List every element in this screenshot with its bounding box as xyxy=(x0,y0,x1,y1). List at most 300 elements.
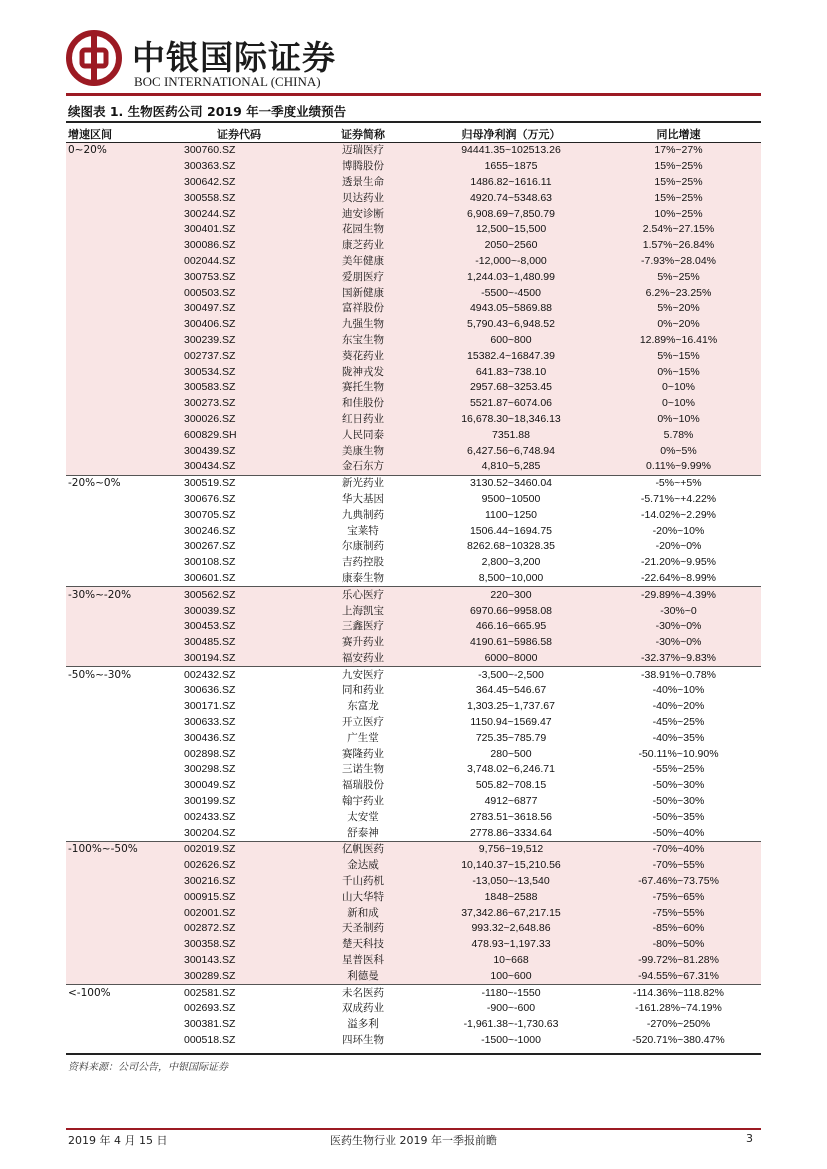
empty-cell xyxy=(66,507,178,523)
stock-name-cell: 赛升药业 xyxy=(300,635,426,651)
table-row xyxy=(66,762,761,778)
stock-code-cell: 300753.SZ xyxy=(178,269,300,285)
yoy-growth-cell: -40%~10% xyxy=(652,684,705,697)
stock-name-cell: 陇神戎发 xyxy=(300,364,426,380)
yoy-growth-cell: -38.91%~0.78% xyxy=(596,667,761,683)
growth-range-cell: <-100% xyxy=(66,985,178,1001)
net-profit-cell: 6,908.69~7,850.79 xyxy=(426,206,596,222)
stock-code-cell: 300244.SZ xyxy=(178,206,300,222)
stock-code-cell: 300562.SZ xyxy=(178,587,300,603)
stock-code-cell: 300497.SZ xyxy=(178,301,300,317)
empty-cell xyxy=(66,285,178,301)
net-profit-cell: 10,140.37~15,210.56 xyxy=(426,858,596,874)
net-profit-cell: 12,500~15,500 xyxy=(426,222,596,238)
yoy-growth-cell: -29.89%~4.39% xyxy=(596,587,761,603)
net-profit-cell: 505.82~708.15 xyxy=(475,779,547,792)
yoy-growth-cell: -20%~10% xyxy=(652,524,705,537)
yoy-growth-cell: 17%~27% xyxy=(596,143,761,159)
yoy-growth-cell: 0%~10% xyxy=(596,412,761,428)
stock-code-cell: 300633.SZ xyxy=(184,716,236,729)
stock-code-cell: 300267.SZ xyxy=(184,540,236,553)
net-profit-cell: 1,303.25~1,737.67 xyxy=(467,700,555,713)
net-profit-cell: 2957.68~3253.45 xyxy=(426,380,596,396)
empty-cell xyxy=(66,269,178,285)
net-profit-cell: 1506.44~1694.75 xyxy=(469,524,553,537)
earnings-forecast-table xyxy=(66,125,761,1048)
yoy-growth-cell: 0%~5% xyxy=(596,443,761,459)
stock-name-cell: 福安药业 xyxy=(300,651,426,667)
net-profit-cell: 1655~1875 xyxy=(426,159,596,175)
empty-cell xyxy=(66,380,178,396)
stock-name-cell: 花园生物 xyxy=(300,222,426,238)
table-row xyxy=(66,953,761,969)
net-profit-cell: 1848~2588 xyxy=(426,889,596,905)
net-profit-cell: 9,756~19,512 xyxy=(426,842,596,858)
stock-code-cell: 002737.SZ xyxy=(178,348,300,364)
empty-cell xyxy=(66,571,178,587)
stock-code-cell: 300239.SZ xyxy=(178,333,300,349)
stock-code-cell: 300436.SZ xyxy=(184,731,236,744)
table-row xyxy=(66,459,761,475)
net-profit-cell: 4,810~5,285 xyxy=(426,459,596,475)
table-row xyxy=(66,301,761,317)
net-profit-cell: 3,748.02~6,246.71 xyxy=(467,763,555,776)
empty-cell xyxy=(66,937,178,953)
net-profit-cell: 478.93~1,197.33 xyxy=(426,937,596,953)
yoy-growth-cell: -20%~0% xyxy=(655,540,702,553)
net-profit-cell: -1,961.38~-1,730.63 xyxy=(463,1018,559,1031)
yoy-growth-cell: -80%~50% xyxy=(596,937,761,953)
net-profit-cell: 8,500~10,000 xyxy=(478,571,544,584)
yoy-growth-cell: -85%~60% xyxy=(596,921,761,937)
stock-code-cell: 300381.SZ xyxy=(184,1018,236,1031)
yoy-growth-cell: -32.37%~9.83% xyxy=(596,651,761,667)
stock-name-cell: 迈瑞医疗 xyxy=(300,143,426,159)
stock-code-cell: 000915.SZ xyxy=(178,889,300,905)
stock-name-cell: 溢多利 xyxy=(347,1018,379,1031)
stock-name-cell: 金达威 xyxy=(300,858,426,874)
net-profit-cell: 725.35~785.79 xyxy=(475,731,547,744)
net-profit-cell: 466.16~665.95 xyxy=(426,619,596,635)
net-profit-cell: -5500~-4500 xyxy=(426,285,596,301)
net-profit-cell: 3130.52~3460.04 xyxy=(426,475,596,491)
yoy-growth-cell: -14.02%~2.29% xyxy=(640,508,716,521)
stock-code-cell: 300760.SZ xyxy=(178,143,300,159)
table-row xyxy=(66,190,761,206)
yoy-growth-cell: -94.55%~67.31% xyxy=(596,968,761,984)
stock-code-cell: 300363.SZ xyxy=(178,159,300,175)
empty-cell xyxy=(66,427,178,443)
net-profit-cell: 1100~1250 xyxy=(484,508,538,521)
empty-cell xyxy=(66,1001,178,1017)
stock-name-cell: 九安医疗 xyxy=(300,667,426,683)
stock-name-cell: 贝达药业 xyxy=(300,190,426,206)
empty-cell xyxy=(66,396,178,412)
yoy-growth-cell: -30%~0% xyxy=(596,635,761,651)
yoy-growth-cell: -99.72%~81.28% xyxy=(596,953,761,969)
table-row xyxy=(66,905,761,921)
empty-cell xyxy=(66,825,178,841)
net-profit-cell: 4920.74~5348.63 xyxy=(426,190,596,206)
yoy-growth-cell: 2.54%~27.15% xyxy=(596,222,761,238)
table-row xyxy=(66,396,761,412)
growth-range-cell: 0~20% xyxy=(66,143,178,159)
table-row xyxy=(66,603,761,619)
table-row xyxy=(66,364,761,380)
table-row xyxy=(66,683,761,699)
yoy-growth-cell: -75%~65% xyxy=(596,889,761,905)
stock-name-cell: 和佳股份 xyxy=(300,396,426,412)
yoy-growth-cell: -5.71%~+4.22% xyxy=(640,492,717,505)
yoy-growth-cell: -70%~40% xyxy=(596,842,761,858)
stock-name-cell: 吉药控股 xyxy=(342,556,384,569)
stock-code-cell: 300401.SZ xyxy=(178,222,300,238)
stock-code-cell: 000518.SZ xyxy=(184,1034,236,1047)
table-row xyxy=(66,571,761,587)
stock-name-cell: 未名医药 xyxy=(300,985,426,1001)
stock-code-cell: 300289.SZ xyxy=(178,968,300,984)
table-row xyxy=(66,269,761,285)
column-header: 证券简称 xyxy=(300,125,426,143)
yoy-growth-cell: -70%~55% xyxy=(596,858,761,874)
table-row xyxy=(66,285,761,301)
net-profit-cell: 993.32~2,648.86 xyxy=(426,921,596,937)
empty-cell xyxy=(66,968,178,984)
net-profit-cell: 2,800~3,200 xyxy=(481,556,541,569)
net-profit-cell: 9500~10500 xyxy=(481,492,541,505)
yoy-growth-cell: 0.11%~9.99% xyxy=(596,459,761,475)
table-title: 续图表 1. 生物医药公司 2019 年一季度业绩预告 xyxy=(68,104,347,119)
empty-cell xyxy=(66,254,178,270)
footer-date: 2019 年 4 月 15 日 xyxy=(68,1134,168,1147)
column-header: 同比增速 xyxy=(596,125,761,143)
net-profit-cell: 15382.4~16847.39 xyxy=(426,348,596,364)
growth-range-cell: -30%~-20% xyxy=(66,587,178,603)
stock-name-cell: 爱朋医疗 xyxy=(300,269,426,285)
yoy-growth-cell: 10%~25% xyxy=(596,206,761,222)
stock-name-cell: 东宝生物 xyxy=(300,333,426,349)
empty-cell xyxy=(66,539,178,555)
empty-cell xyxy=(66,333,178,349)
empty-cell xyxy=(66,746,178,762)
net-profit-cell: 6970.66~9958.08 xyxy=(426,603,596,619)
stock-code-cell: 002001.SZ xyxy=(178,905,300,921)
yoy-growth-cell: -21.20%~9.95% xyxy=(640,556,716,569)
yoy-growth-cell: -114.36%~118.82% xyxy=(596,985,761,1001)
yoy-growth-cell: -22.64%~8.99% xyxy=(640,571,716,584)
empty-cell xyxy=(66,715,178,731)
empty-cell xyxy=(66,1033,178,1049)
stock-code-cell: 300453.SZ xyxy=(178,619,300,635)
stock-name-cell: 翰宇药业 xyxy=(342,795,384,808)
stock-code-cell: 002044.SZ xyxy=(178,254,300,270)
footer-divider xyxy=(66,1128,761,1130)
stock-code-cell: 300194.SZ xyxy=(178,651,300,667)
table-row xyxy=(66,809,761,825)
stock-name-cell: 太安堂 xyxy=(347,810,379,823)
table-row xyxy=(66,651,761,667)
net-profit-cell: 1,244.03~1,480.99 xyxy=(426,269,596,285)
stock-name-cell: 新光药业 xyxy=(300,475,426,491)
net-profit-cell: 1486.82~1616.11 xyxy=(426,175,596,191)
stock-code-cell: 002433.SZ xyxy=(184,810,236,823)
stock-code-cell: 300108.SZ xyxy=(184,556,236,569)
yoy-growth-cell: -50%~30% xyxy=(652,779,705,792)
table-row xyxy=(66,1017,761,1033)
empty-cell xyxy=(66,523,178,539)
yoy-growth-cell: 5%~15% xyxy=(596,348,761,364)
stock-name-cell: 博腾股份 xyxy=(300,159,426,175)
table-row xyxy=(66,842,761,858)
yoy-growth-cell: -55%~25% xyxy=(652,763,705,776)
empty-cell xyxy=(66,730,178,746)
empty-cell xyxy=(66,348,178,364)
stock-name-cell: 东富龙 xyxy=(347,700,379,713)
stock-name-cell: 山大华特 xyxy=(300,889,426,905)
table-row xyxy=(66,968,761,984)
stock-name-cell: 同和药业 xyxy=(342,684,384,697)
empty-cell xyxy=(66,794,178,810)
net-profit-cell: 100~600 xyxy=(426,968,596,984)
empty-cell xyxy=(66,953,178,969)
table-row xyxy=(66,858,761,874)
stock-code-cell: 300358.SZ xyxy=(178,937,300,953)
net-profit-cell: 6000~8000 xyxy=(426,651,596,667)
empty-cell xyxy=(66,238,178,254)
net-profit-cell: 16,678.30~18,346.13 xyxy=(426,412,596,428)
stock-name-cell: 尔康制药 xyxy=(342,540,384,553)
table-body xyxy=(66,143,761,1049)
yoy-growth-cell: 5%~25% xyxy=(596,269,761,285)
empty-cell xyxy=(66,190,178,206)
empty-cell xyxy=(66,778,178,794)
empty-cell xyxy=(66,699,178,715)
yoy-growth-cell: 12.89%~16.41% xyxy=(596,333,761,349)
table-row xyxy=(66,475,761,491)
column-header: 增速区间 xyxy=(66,125,178,143)
stock-name-cell: 康泰生物 xyxy=(342,571,384,584)
yoy-growth-cell: -40%~35% xyxy=(652,731,705,744)
table-row xyxy=(66,1033,761,1049)
stock-name-cell: 广生堂 xyxy=(347,731,379,744)
stock-name-cell: 舒泰神 xyxy=(347,826,379,839)
empty-cell xyxy=(66,809,178,825)
column-header: 证券代码 xyxy=(178,125,300,143)
empty-cell xyxy=(66,889,178,905)
stock-code-cell: 300519.SZ xyxy=(178,475,300,491)
yoy-growth-cell: 1.57%~26.84% xyxy=(596,238,761,254)
table-row xyxy=(66,555,761,571)
stock-name-cell: 四环生物 xyxy=(342,1034,384,1047)
yoy-growth-cell: 6.2%~23.25% xyxy=(596,285,761,301)
table-row xyxy=(66,222,761,238)
yoy-growth-cell: -161.28%~74.19% xyxy=(635,1002,722,1015)
net-profit-cell: -12,000~-8,000 xyxy=(426,254,596,270)
stock-code-cell: 300558.SZ xyxy=(178,190,300,206)
net-profit-cell: -1500~-1000 xyxy=(481,1034,541,1047)
stock-code-cell: 300485.SZ xyxy=(178,635,300,651)
logo-english-name: BOC INTERNATIONAL (CHINA) xyxy=(134,74,321,89)
title-divider xyxy=(66,121,761,123)
empty-cell xyxy=(66,905,178,921)
stock-code-cell: 300705.SZ xyxy=(184,508,236,521)
net-profit-cell: 2783.51~3618.56 xyxy=(469,810,553,823)
empty-cell xyxy=(66,492,178,508)
yoy-growth-cell: 15%~25% xyxy=(596,159,761,175)
table-row xyxy=(66,746,761,762)
net-profit-cell: 5521.87~6074.06 xyxy=(426,396,596,412)
stock-code-cell: 300246.SZ xyxy=(184,524,236,537)
yoy-growth-cell: -50%~30% xyxy=(652,795,705,808)
yoy-growth-cell: -50%~35% xyxy=(652,810,705,823)
yoy-growth-cell: -67.46%~73.75% xyxy=(596,874,761,890)
stock-code-cell: 300204.SZ xyxy=(184,826,236,839)
stock-code-cell: 300026.SZ xyxy=(178,412,300,428)
table-row xyxy=(66,348,761,364)
stock-name-cell: 福瑞股份 xyxy=(342,779,384,792)
stock-name-cell: 上海凯宝 xyxy=(300,603,426,619)
net-profit-cell: 94441.35~102513.26 xyxy=(426,143,596,159)
net-profit-cell: -900~-600 xyxy=(486,1002,536,1015)
table-row xyxy=(66,715,761,731)
stock-name-cell: 华大基因 xyxy=(342,492,384,505)
stock-name-cell: 九典制药 xyxy=(342,508,384,521)
yoy-growth-cell: -30%~0% xyxy=(596,619,761,635)
net-profit-cell: 4190.61~5986.58 xyxy=(426,635,596,651)
stock-code-cell: 300636.SZ xyxy=(184,684,236,697)
stock-name-cell: 新和成 xyxy=(300,905,426,921)
stock-code-cell: 000503.SZ xyxy=(178,285,300,301)
yoy-growth-cell: -5%~+5% xyxy=(596,475,761,491)
header-divider xyxy=(66,93,761,96)
net-profit-cell: 10~668 xyxy=(426,953,596,969)
yoy-growth-cell: 0%~15% xyxy=(596,364,761,380)
stock-code-cell: 002898.SZ xyxy=(184,747,236,760)
table-row xyxy=(66,699,761,715)
stock-name-cell: 乐心医疗 xyxy=(300,587,426,603)
table-row xyxy=(66,238,761,254)
stock-code-cell: 300216.SZ xyxy=(178,874,300,890)
table-row xyxy=(66,1001,761,1017)
yoy-growth-cell: 0~10% xyxy=(596,380,761,396)
table-row xyxy=(66,206,761,222)
net-profit-cell: 4912~6877 xyxy=(484,795,538,808)
stock-name-cell: 三鑫医疗 xyxy=(300,619,426,635)
net-profit-cell: 364.45~546.67 xyxy=(475,684,547,697)
stock-code-cell: 300171.SZ xyxy=(184,700,236,713)
yoy-growth-cell: -45%~25% xyxy=(652,716,705,729)
stock-name-cell: 宝莱特 xyxy=(347,524,379,537)
table-row xyxy=(66,619,761,635)
table-row xyxy=(66,730,761,746)
stock-code-cell: 300601.SZ xyxy=(184,571,236,584)
table-row xyxy=(66,317,761,333)
stock-code-cell: 300298.SZ xyxy=(184,763,236,776)
table-row xyxy=(66,333,761,349)
net-profit-cell: 37,342.86~67,217.15 xyxy=(426,905,596,921)
table-row xyxy=(66,492,761,508)
empty-cell xyxy=(66,443,178,459)
empty-cell xyxy=(66,619,178,635)
empty-cell xyxy=(66,459,178,475)
yoy-growth-cell: 15%~25% xyxy=(596,190,761,206)
stock-code-cell: 002581.SZ xyxy=(178,985,300,1001)
stock-code-cell: 300642.SZ xyxy=(178,175,300,191)
table-row xyxy=(66,143,761,159)
stock-code-cell: 002019.SZ xyxy=(178,842,300,858)
table-row xyxy=(66,254,761,270)
table-row xyxy=(66,667,761,683)
stock-code-cell: 300676.SZ xyxy=(184,492,236,505)
table-row xyxy=(66,889,761,905)
net-profit-cell: 4943.05~5869.88 xyxy=(426,301,596,317)
net-profit-cell: 6,427.56~6,748.94 xyxy=(426,443,596,459)
stock-name-cell: 富祥股份 xyxy=(300,301,426,317)
empty-cell xyxy=(66,222,178,238)
growth-range-cell: -50%~-30% xyxy=(66,667,178,683)
stock-code-cell: 300534.SZ xyxy=(178,364,300,380)
empty-cell xyxy=(66,874,178,890)
stock-name-cell: 赛隆药业 xyxy=(342,747,384,760)
logo-chinese-name: 中银国际证券 xyxy=(132,38,336,77)
column-header: 归母净利润（万元） xyxy=(426,125,596,143)
stock-code-cell: 600829.SH xyxy=(178,427,300,443)
stock-name-cell: 美康生物 xyxy=(300,443,426,459)
stock-name-cell: 美年健康 xyxy=(300,254,426,270)
table-row xyxy=(66,794,761,810)
net-profit-cell: -13,050~-13,540 xyxy=(426,874,596,890)
stock-name-cell: 千山药机 xyxy=(300,874,426,890)
table-row xyxy=(66,825,761,841)
empty-cell xyxy=(66,635,178,651)
net-profit-cell: 5,790.43~6,948.52 xyxy=(426,317,596,333)
net-profit-cell: -1180~-1550 xyxy=(426,985,596,1001)
yoy-growth-cell: -40%~20% xyxy=(652,700,705,713)
yoy-growth-cell: -50%~40% xyxy=(652,826,705,839)
empty-cell xyxy=(66,301,178,317)
net-profit-cell: 220~300 xyxy=(426,587,596,603)
table-row xyxy=(66,427,761,443)
boc-logo-icon xyxy=(66,30,122,86)
table-row xyxy=(66,443,761,459)
growth-range-cell: -100%~-50% xyxy=(66,842,178,858)
stock-name-cell: 康芝药业 xyxy=(300,238,426,254)
empty-cell xyxy=(66,555,178,571)
net-profit-cell: 2778.86~3334.64 xyxy=(469,826,553,839)
empty-cell xyxy=(66,1017,178,1033)
stock-code-cell: 002432.SZ xyxy=(178,667,300,683)
footer-report-title: 医药生物行业 2019 年一季报前瞻 xyxy=(330,1134,497,1147)
table-row xyxy=(66,778,761,794)
yoy-growth-cell: -520.71%~380.47% xyxy=(632,1034,725,1047)
stock-code-cell: 300143.SZ xyxy=(178,953,300,969)
net-profit-cell: -3,500~-2,500 xyxy=(426,667,596,683)
table-row xyxy=(66,937,761,953)
empty-cell xyxy=(66,412,178,428)
table-row xyxy=(66,587,761,603)
table-row xyxy=(66,921,761,937)
stock-name-cell: 葵花药业 xyxy=(300,348,426,364)
yoy-growth-cell: -75%~55% xyxy=(596,905,761,921)
empty-cell xyxy=(66,175,178,191)
stock-code-cell: 300434.SZ xyxy=(178,459,300,475)
yoy-growth-cell: -270%~250% xyxy=(646,1018,711,1031)
stock-name-cell: 三诺生物 xyxy=(342,763,384,776)
stock-name-cell: 星普医科 xyxy=(300,953,426,969)
stock-code-cell: 300583.SZ xyxy=(178,380,300,396)
stock-code-cell: 300199.SZ xyxy=(184,795,236,808)
table-row xyxy=(66,159,761,175)
